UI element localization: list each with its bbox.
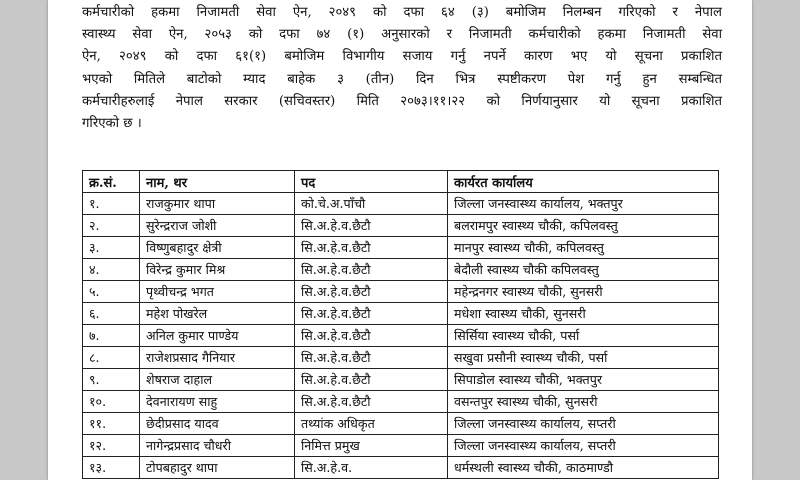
paragraph-line: गरिएको छ ।	[82, 116, 142, 132]
table-row	[83, 193, 719, 215]
cell-position: तथ्यांक अधिकृत	[295, 413, 448, 435]
cell-office: बलरामपुर स्वास्थ्य चौकी, कपिलवस्तु	[448, 215, 719, 237]
cell-name: टोपबहादुर थापा	[140, 457, 295, 479]
cell-name: विष्णुबहादुर क्षेत्री	[140, 237, 295, 259]
cell-position: सि.अ.हे.व.छैटौ	[295, 347, 448, 369]
cell-position: सि.अ.हे.व.छैटौ	[295, 259, 448, 281]
header-serial: क्र.सं.	[83, 171, 140, 193]
cell-name: विरेन्द्र कुमार मिश्र	[140, 259, 295, 281]
cell-position: सि.अ.हे.व.	[295, 457, 448, 479]
table-row	[83, 435, 719, 457]
header-position: पद	[295, 171, 448, 193]
cell-serial: २.	[83, 215, 140, 237]
cell-office: मधेशा स्वास्थ्य चौकी, सुनसरी	[448, 303, 719, 325]
paragraph-line: भएको मितिले बाटोको म्याद बाहेक ३ (तीन) दिन भित्र स्पष्टीकरण पेश गर्नु हुन सम्बन्धित	[82, 71, 722, 87]
cell-position: सि.अ.हे.व.छैटौ	[295, 325, 448, 347]
cell-office: महेन्द्रनगर स्वास्थ्य चौकी, सुनसरी	[448, 281, 719, 303]
cell-serial: ३.	[83, 237, 140, 259]
cell-position: सि.अ.हे.व.छैटौ	[295, 369, 448, 391]
cell-position: सि.अ.हे.व.छैटौ	[295, 391, 448, 413]
table-header-row	[83, 171, 719, 193]
cell-serial: ११.	[83, 413, 140, 435]
cell-office: वसन्तपुर स्वास्थ्य चौकी, सुनसरी	[448, 391, 719, 413]
cell-name: देवनारायण साहु	[140, 391, 295, 413]
header-office: कार्यरत कार्यालय	[448, 171, 719, 193]
cell-name: राजकुमार थापा	[140, 193, 295, 215]
cell-office: सिर्सिया स्वास्थ्य चौकी, पर्सा	[448, 325, 719, 347]
notice-paragraph	[82, 2, 722, 135]
cell-office: सखुवा प्रसौनी स्वास्थ्य चौकी, पर्सा	[448, 347, 719, 369]
table-row	[83, 215, 719, 237]
cell-name: अनिल कुमार पाण्डेय	[140, 325, 295, 347]
table-row	[83, 237, 719, 259]
cell-office: जिल्ला जनस्वास्थ्य कार्यालय, सप्तरी	[448, 413, 719, 435]
cell-name: नागेन्द्रप्रसाद चौधरी	[140, 435, 295, 457]
cell-serial: ४.	[83, 259, 140, 281]
cell-position: सि.अ.हे.व.छैटौ	[295, 237, 448, 259]
cell-office: जिल्ला जनस्वास्थ्य कार्यालय, भक्तपुर	[448, 193, 719, 215]
cell-serial: ५.	[83, 281, 140, 303]
table-row	[83, 347, 719, 369]
paragraph-line: स्वास्थ्य सेवा ऐन, २०५३ को दफा ७४ (१) अनुसारको र निजामती कर्मचारीको हकमा निजामती सेवा	[82, 27, 722, 43]
cell-serial: ७.	[83, 325, 140, 347]
table-row	[83, 457, 719, 479]
paragraph-line: कर्मचारीहरुलाई नेपाल सरकार (सचिवस्तर) मिति २०७३।११।२२ को निर्णयानुसार यो सूचना प्रकाशित	[82, 93, 722, 109]
table-row	[83, 391, 719, 413]
cell-office: जिल्ला जनस्वास्थ्य कार्यालय, सप्तरी	[448, 435, 719, 457]
cell-office: बेदौली स्वास्थ्य चौकी कपिलवस्तु	[448, 259, 719, 281]
cell-serial: १.	[83, 193, 140, 215]
cell-serial: ८.	[83, 347, 140, 369]
header-name: नाम, थर	[140, 171, 295, 193]
cell-position: सि.अ.हे.व.छैटौ	[295, 281, 448, 303]
table-row	[83, 281, 719, 303]
cell-serial: १३.	[83, 457, 140, 479]
table-row	[83, 303, 719, 325]
paragraph-line: ऐन, २०४९ को दफा ६१(१) बमोजिम विभागीय सजाय गर्नु नपर्ने कारण भए यो सूचना प्रकाशित	[82, 49, 722, 65]
cell-name: पृथ्वीचन्द्र भगत	[140, 281, 295, 303]
cell-office: धर्मस्थली स्वास्थ्य चौकी, काठमाण्डौ	[448, 457, 719, 479]
cell-name: सुरेन्द्रराज जोशी	[140, 215, 295, 237]
table-row	[83, 325, 719, 347]
cell-name: राजेशप्रसाद गैनियार	[140, 347, 295, 369]
employee-table	[82, 170, 719, 479]
cell-name: छेदीप्रसाद यादव	[140, 413, 295, 435]
cell-serial: १२.	[83, 435, 140, 457]
table-row	[83, 369, 719, 391]
cell-position: को.चे.अ.पाँचौ	[295, 193, 448, 215]
cell-serial: १०.	[83, 391, 140, 413]
table-row	[83, 259, 719, 281]
cell-name: शेषराज दाहाल	[140, 369, 295, 391]
cell-office: सिपाडोल स्वास्थ्य चौकी, भक्तपुर	[448, 369, 719, 391]
paragraph-line: कर्मचारीको हकमा निजामती सेवा ऐन, २०४९ को दफा ६४ (३) बमोजिम निलम्बन गरिएको र नेपाल	[82, 5, 722, 20]
cell-name: महेश पोखरेल	[140, 303, 295, 325]
cell-position: सि.अ.हे.व.छैटौ	[295, 303, 448, 325]
cell-serial: ९.	[83, 369, 140, 391]
table-row	[83, 413, 719, 435]
cell-serial: ६.	[83, 303, 140, 325]
cell-position: सि.अ.हे.व.छैटौ	[295, 215, 448, 237]
cell-office: मानपुर स्वास्थ्य चौकी, कपिलवस्तु	[448, 237, 719, 259]
cell-position: निमित्त प्रमुख	[295, 435, 448, 457]
document-page	[48, 0, 752, 480]
